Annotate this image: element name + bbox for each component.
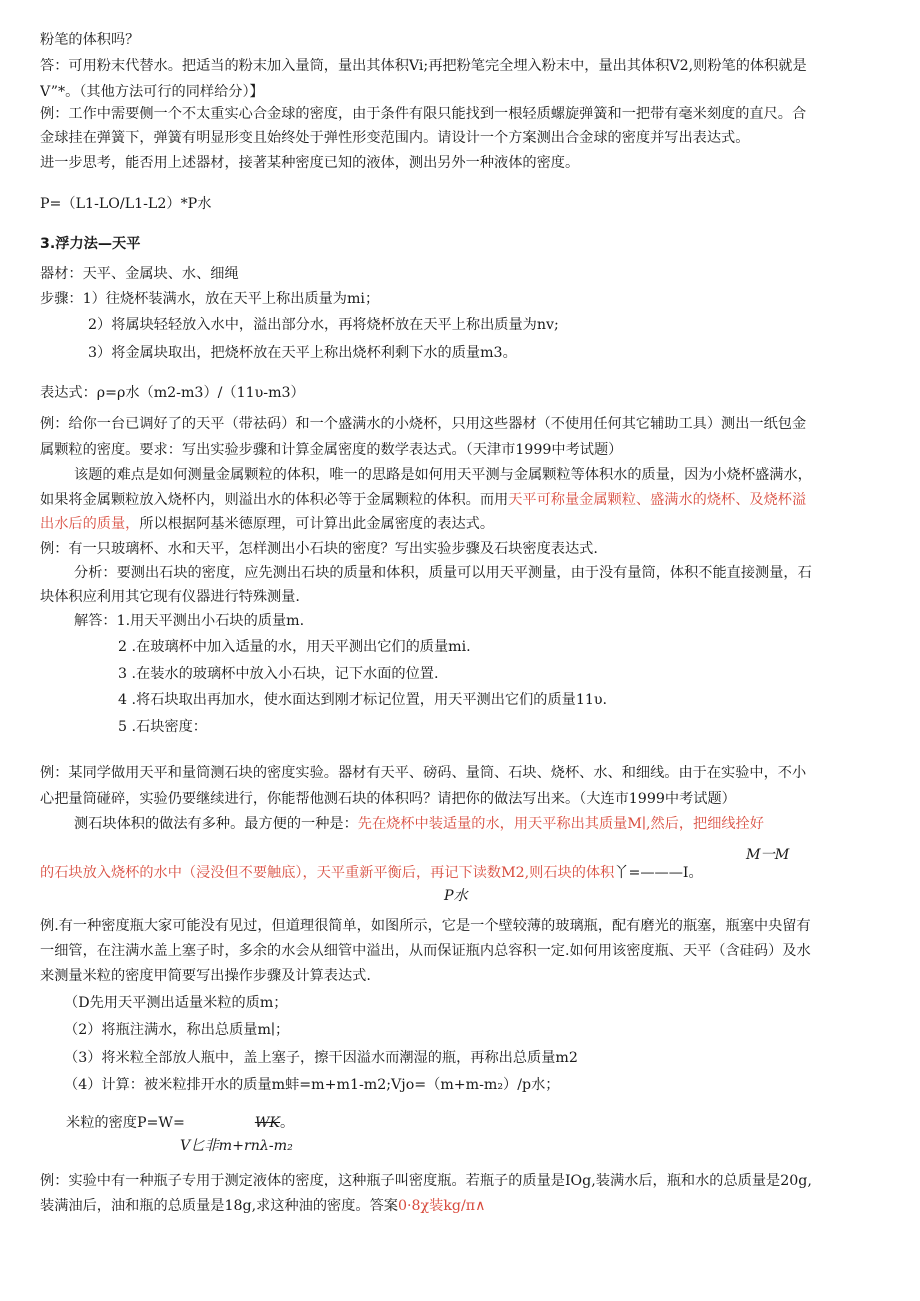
- text-line: 分析：要测出石块的密度，应先测出石块的质量和体积，质量可以用天平测量，由于没有量筒，体积不能直接测量，石: [74, 565, 812, 581]
- text-span: 测石块体积的做法有多种。最方便的一种是：: [74, 816, 358, 832]
- text-line: 进一步思考，能否用上述器材，接著某种密度已知的液体，测出另外一种液体的密度。: [40, 155, 580, 171]
- formula-span: WK: [254, 1115, 281, 1131]
- text-line: 答：可用粉末代替水。把适当的粉末加入量筒，量出其体积Vi;再把粉笔完全埋入粉末中，量出其体积V2,则粉笔的体积就是: [40, 58, 807, 74]
- text-line: （D先用天平测出适量米粒的质m；: [64, 995, 288, 1011]
- text-line: 来测量米粒的密度甲简要写出操作步骤及计算表达式.: [40, 968, 371, 984]
- text-line: 粉笔的体积吗？: [40, 32, 140, 48]
- text-line: 该题的难点是如何测量金属颗粒的体积，唯一的思路是如何用天平测与金属颗粒等体积水的质量，因为小烧杯盛满水，: [74, 467, 812, 483]
- text-line: 解答：1.用天平测出小石块的质量m.: [74, 613, 305, 629]
- fraction-denominator: P水: [444, 888, 468, 904]
- section-heading: 3.浮力法—天平: [40, 236, 141, 252]
- text-line: 一细管，在注满水盖上塞子时，多余的水会从细管中溢出，从而保证瓶内总容积一定.如何用该密度瓶、天平（含硅码）及水: [40, 943, 811, 959]
- text-span: 米粒的密度P=W=: [66, 1115, 185, 1131]
- text-line: V”*。（其他方法可行的同样给分）】: [40, 84, 264, 100]
- text-line: 例：有一只玻璃杯、水和天平，怎样测出小石块的密度？写出实验步骤及石块密度表达式.: [40, 541, 598, 557]
- text-line: [74, 814, 916, 834]
- text-line: 步骤：1）往烧杯装满水，放在天平上称出质量为mi；: [40, 291, 380, 307]
- text-line: （3）将米粒全部放人瓶中，盖上塞子，擦干因溢水而潮湿的瓶，再称出总质量m2: [64, 1050, 578, 1066]
- highlighted-text: 出水后的质量，: [40, 516, 140, 532]
- highlighted-text: 天平可称量金属颗粒、盛满水的烧杯、及烧杯溢: [508, 492, 807, 508]
- text-line: 4 .将石块取出再加水，使水面达到刚才标记位置，用天平测出它们的质量11υ.: [118, 692, 608, 708]
- fraction-denominator: V匕非m+rnλ-m₂: [180, 1138, 293, 1154]
- text-line: 2 .在玻璃杯中加入适量的水，用天平测出它们的质量mi.: [118, 639, 471, 655]
- text-line: 例.有一种密度瓶大家可能没有见过，但道理很简单，如图所示，它是一个壁较薄的玻璃瓶，配有磨光的瓶塞，瓶塞中央留有: [40, 918, 811, 934]
- formula-line: （4）计算：被米粒排开水的质量m蚌=m+m1-m2;Vjo=（m+m-m₂）/p水；: [64, 1077, 560, 1093]
- text-line: 金球挂在弹簧下，弹簧有明显形变且始终处于弹性形变范围内。请设计一个方案测出合金球的密度并写出表达式。: [40, 130, 750, 146]
- text-line: 例：某同学做用天平和量筒测石块的密度实验。器材有天平、磅码、量筒、石块、烧杯、水、和细线。由于在实验中，不小: [40, 765, 807, 781]
- text-line: 器材：天平、金属块、水、细绳: [40, 266, 239, 282]
- text-span: 如果将金属颗粒放入烧杯内，则溢出水的体积必等于金属颗粒的体积。而用: [40, 492, 509, 508]
- text-line: 例：工作中需要侧一个不太重实心合金球的密度，由于条件有限只能找到一根轻质螺旋弹簧和一把带有毫米刻度的直尺。合: [40, 106, 807, 122]
- text-line: 例：实验中有一种瓶子专用于测定液体的密度，这种瓶子叫密度瓶。若瓶子的质量是IOg,装满水后，瓶和水的总质量是20g,: [40, 1173, 812, 1189]
- text-line: [40, 490, 882, 510]
- fraction-numerator: M一M: [746, 847, 790, 863]
- text-line: 心把量筒碰碎，实验仍要继续进行，你能帮他测石块的体积吗？请把你的做法写出来。（大连市1999中考试题）: [40, 791, 736, 807]
- text-span: 装满油后，油和瓶的总质量是18g,求这种油的密度。答案: [40, 1198, 398, 1214]
- highlighted-text: 先在烧杯中装适量的水，用天平称出其质量M∣,然后，把细线拴好: [357, 816, 764, 832]
- text-line: 块体积应利用其它现有仪器进行特殊测量.: [40, 589, 300, 605]
- formula-line: [66, 1113, 294, 1133]
- text-line: 3 .在装水的玻璃杯中放入小石块，记下水面的位置.: [118, 666, 439, 682]
- text-line: 5 .石块密度：: [118, 719, 207, 735]
- text-line: [40, 863, 882, 883]
- highlighted-text: 的石块放入烧杯的水中（浸没但不要触底），天平重新平衡后，再记下读数M2,则石块的体积: [40, 865, 615, 881]
- highlighted-text: 0·8χ装kg/π∧: [397, 1198, 486, 1214]
- formula-span: 丫=———I。: [614, 865, 703, 881]
- text-span: 所以根据阿基米德原理，可计算出此金属密度的表达式。: [139, 516, 495, 532]
- text-span: 。: [280, 1115, 295, 1131]
- formula-line: 表达式：ρ=ρ水（m2-m3）/（11υ-m3）: [40, 385, 305, 401]
- text-line: （2）将瓶注满水，称出总质量m∣；: [64, 1022, 290, 1038]
- text-line: [40, 1196, 882, 1216]
- formula-line: P=（L1-LO/L1-L2）*P水: [40, 196, 212, 212]
- text-line: [40, 514, 882, 534]
- text-line: 属颗粒的密度。要求：写出实验步骤和计算金属密度的数学表达式。（天津市1999中考试题）: [40, 442, 623, 458]
- text-line: 3）将金属块取出，把烧杯放在天平上称出烧杯利剩下水的质量m3。: [88, 345, 517, 361]
- text-line: 例：给你一台已调好了的天平（带祛码）和一个盛满水的小烧杯，只用这些器材（不使用任何其它辅助工具）测出一纸包金: [40, 416, 807, 432]
- text-line: 2）将属块轻轻放入水中，溢出部分水，再将烧杯放在天平上称出质量为nv;: [88, 317, 559, 333]
